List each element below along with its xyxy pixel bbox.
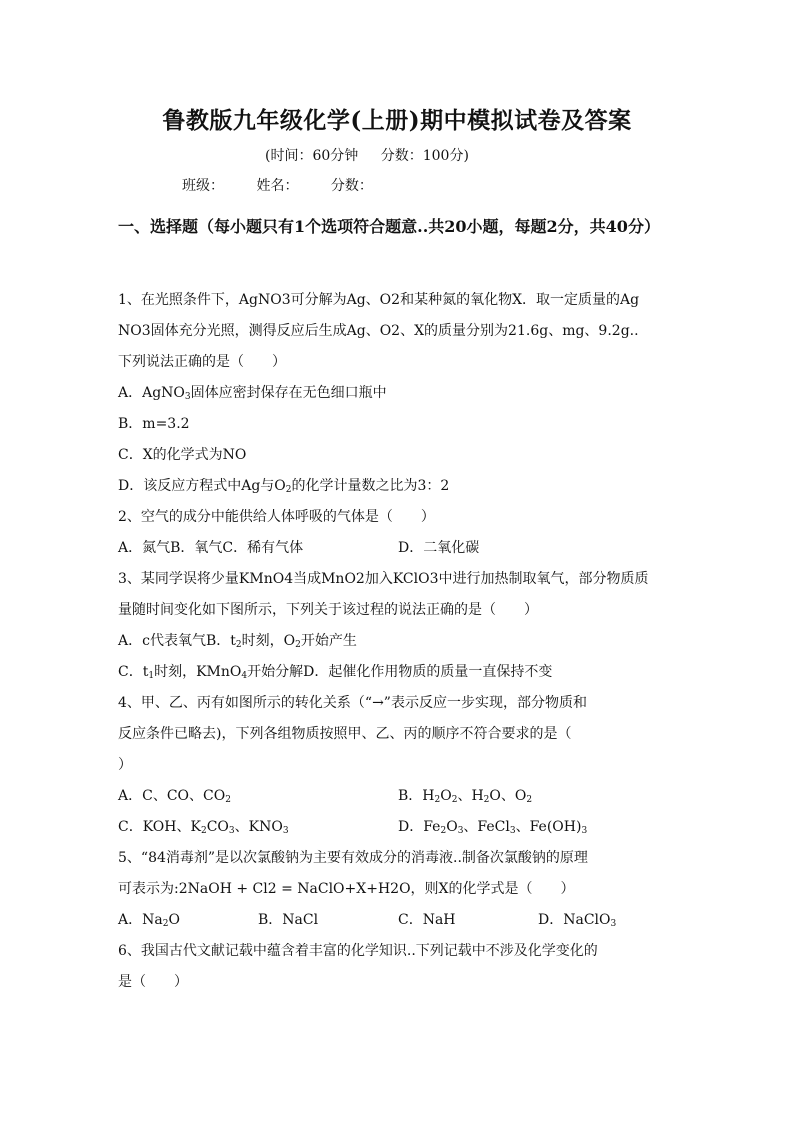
q5-option-a: A．$Na_2O$ xyxy=(118,912,180,929)
q2-options xyxy=(118,533,678,564)
q1-stem-line2: NO3固体充分光照，测得反应后生成Ag、O2、X的质量分别为21.6g、mg、9.2g.. xyxy=(118,323,639,339)
q3-stem-line2: 量随时间变化如下图所示，下列关于该过程的说法正确的是（ ） xyxy=(118,602,538,618)
q3-options-ab: A．c代表氧气B．$t_2$时刻，$O_2$开始产生 xyxy=(118,633,357,650)
q2-stem: 2、空气的成分中能供给人体呼吸的气体是（ ） xyxy=(118,509,435,525)
q4-options-ab xyxy=(118,781,678,812)
q4-option-a: A．C、CO、$CO_2$ xyxy=(118,788,231,805)
name-label: 姓名： xyxy=(256,178,299,194)
q1-option-c: C．X的化学式为NO xyxy=(118,447,247,463)
q4-option-d: D．$Fe_2O_3$、FeCl$_3$、$Fe(OH)_3$ xyxy=(398,819,588,836)
q5-options xyxy=(118,905,678,936)
q3-stem-line1: 3、某同学误将少量KMnO4当成MnO2加入KClO3中进行加热制取氧气，部分物质质 xyxy=(118,571,649,587)
q2-option-d: D．二氧化碳 xyxy=(398,540,480,556)
q1-option-b: B．m=3.2 xyxy=(118,416,190,432)
score-info: 分数：100分) xyxy=(380,148,469,164)
class-label: 班级： xyxy=(182,178,224,194)
q4-stem-line1: 4、甲、乙、丙有如图所示的转化关系（“→”表示反应一步实现，部分物质和 xyxy=(118,695,587,711)
section-heading: 一、选择题（每小题只有1个选项符合题意..共20小题，每题2分，共40分） xyxy=(118,217,660,236)
q4-option-b: B．$H_2O_2$、$H_2O$、$O_2$ xyxy=(398,788,533,805)
q5-stem-line2: 可表示为:2NaOH + Cl2 = NaClO+X+H2O，则X的化学式是（ ） xyxy=(118,881,575,897)
q4-stem-line2: 反应条件已略去)，下列各组物质按照甲、乙、丙的顺序不符合要求的是（ xyxy=(118,726,572,742)
q5-option-b: B．NaCl xyxy=(258,912,319,928)
student-fields xyxy=(182,175,401,195)
q6-stem-line2: 是（ ） xyxy=(118,974,188,990)
q1-option-d: D．该反应方程式中Ag与$O_2$的化学计量数之比为3：2 xyxy=(118,478,450,495)
q1-option-a: A．AgNO$_3$固体应密封保存在无色细口瓶中 xyxy=(118,385,387,402)
score-label: 分数： xyxy=(330,178,373,194)
q6-stem-line1: 6、我国古代文献记载中蕴含着丰富的化学知识..下列记载中不涉及化学变化的 xyxy=(118,943,598,959)
q4-options-cd xyxy=(118,812,678,843)
exam-meta xyxy=(265,145,487,165)
questions xyxy=(118,285,678,998)
q4-stem-line3: ） xyxy=(118,757,132,773)
page-title: 鲁教版九年级化学(上册)期中模拟试卷及答案 xyxy=(162,107,632,134)
q1-stem-line1: 1、在光照条件下，AgNO3可分解为Ag、O2和某种氮的氧化物X．取一定质量的Ag xyxy=(118,292,640,308)
q2-options-abc: A．氮气B．氧气C．稀有气体 xyxy=(118,540,304,556)
q5-stem-line1: 5、“84消毒剂”是以次氯酸钠为主要有效成分的消毒液..制备次氯酸钠的原理 xyxy=(118,850,588,866)
q5-option-c: C．NaH xyxy=(398,912,456,928)
q4-option-c: C．KOH、$K_2CO_3$、$KNO_3$ xyxy=(118,819,289,836)
time-info: (时间：60分钟 xyxy=(265,148,359,164)
q1-stem-line3: 下列说法正确的是（ ） xyxy=(118,354,286,370)
q5-option-d: D．NaClO$_3$ xyxy=(538,912,617,929)
q3-options-cd: C．$t_1$时刻，KMnO$_4$开始分解D．起催化作用物质的质量一直保持不变 xyxy=(118,664,553,681)
